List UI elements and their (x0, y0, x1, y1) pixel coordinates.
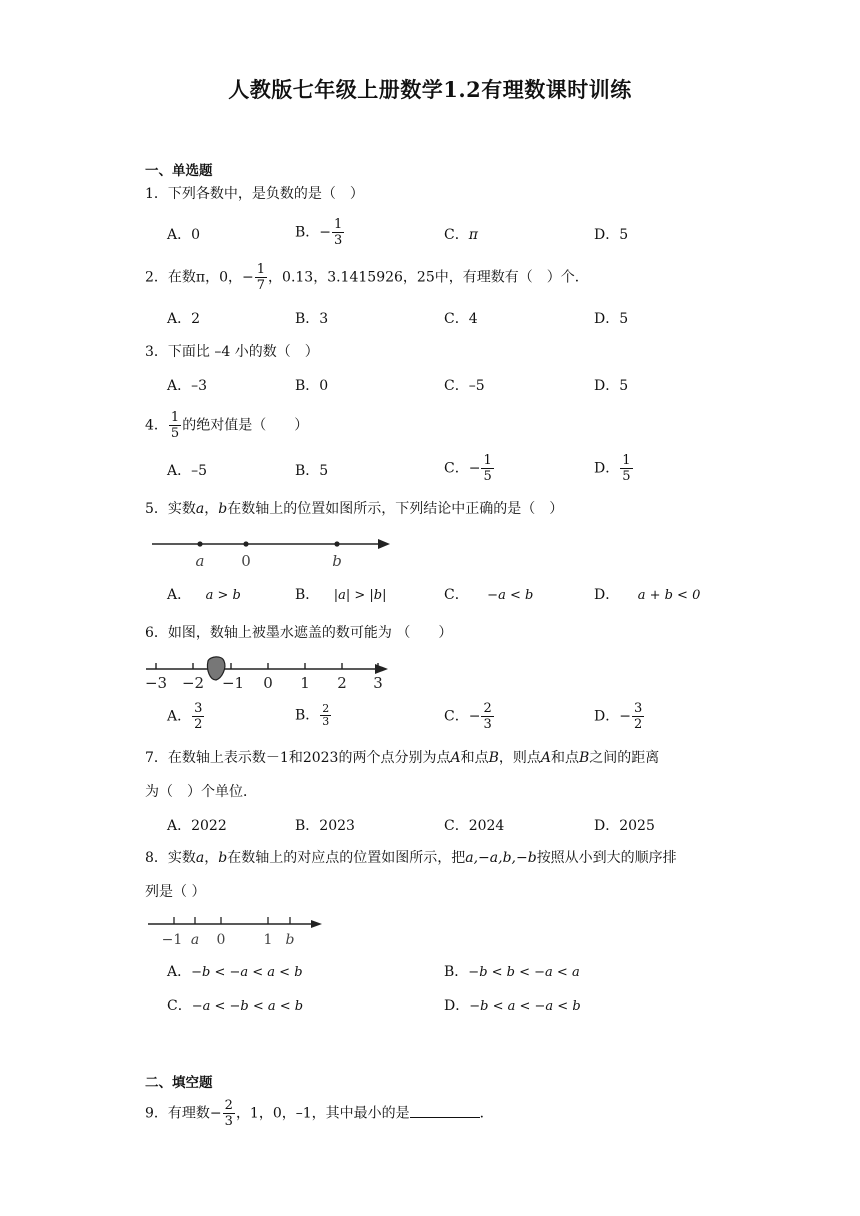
q5-option-a[interactable]: A． a > b (167, 587, 241, 603)
q7-option-c[interactable]: C．2024 (444, 818, 505, 834)
question-5-stem: 5．实数a，b在数轴上的位置如图所示，下列结论中正确的是（ ） (145, 501, 564, 517)
q3-option-d[interactable]: D．5 (594, 378, 629, 394)
q1-option-d[interactable]: D．5 (594, 227, 629, 243)
q6-tick-label: −3 (144, 674, 168, 692)
q4-option-b[interactable]: B．5 (295, 463, 329, 479)
q6-tick-label: 3 (373, 674, 383, 692)
question-8-stem-line1: 8．实数a，b在数轴上的对应点的位置如图所示，把a,−a,b,−b按照从小到大的顺序排 (145, 850, 677, 866)
question-4-stem: 4． $\frac{1}{5}$ 的绝对值是（ ） (145, 410, 309, 441)
q7-option-b[interactable]: B．2023 (295, 818, 355, 834)
q8-tick-label: 1 (263, 932, 273, 948)
section-heading-single-choice: 一、单选题 (145, 163, 213, 179)
q8-tick-label: −1 (161, 932, 183, 948)
q5-option-c[interactable]: C． −a < b (444, 587, 534, 603)
q4-option-c[interactable]: C．− $\frac{1}{5}$ (444, 453, 492, 484)
q8-option-a[interactable]: A．−b < −a < a < b (167, 964, 303, 980)
q5-option-b[interactable]: B． |a| > |b| (295, 587, 387, 603)
q2-option-d[interactable]: D．5 (594, 311, 629, 327)
question-9-stem: 9．有理数− $\frac{2}{3}$ ，1，0，–1，其中最小的是 ． (145, 1098, 494, 1129)
q6-tick-label: 2 (337, 674, 347, 692)
q8-tick-label: b (285, 932, 295, 948)
q2-option-a[interactable]: A．2 (167, 311, 201, 327)
q6-tick-label: 0 (263, 674, 273, 692)
q4-option-d[interactable]: D． $\frac{1}{5}$ (594, 453, 631, 484)
q9-answer-blank[interactable] (410, 1103, 480, 1118)
q3-option-a[interactable]: A．–3 (167, 378, 208, 394)
q6-option-a[interactable]: A． $\frac{3}{2}$ (167, 701, 203, 732)
q6-option-d[interactable]: D．− $\frac{3}{2}$ (594, 701, 643, 732)
q5-point-a (197, 541, 202, 546)
q5-label-0: 0 (241, 552, 251, 570)
q5-option-d[interactable]: D． a + b < 0 (594, 587, 701, 603)
q7-option-d[interactable]: D．2025 (594, 818, 655, 834)
question-3-stem: 3．下面比 –4 小的数（ ） (145, 344, 319, 360)
question-1-stem: 1．下列各数中，是负数的是（ ） (145, 186, 364, 202)
q1-option-b[interactable]: B．− $\frac{1}{3}$ (295, 217, 343, 248)
q6-number-line (144, 656, 394, 692)
q2-option-c[interactable]: C．4 (444, 311, 478, 327)
q1-option-c[interactable]: C．π (444, 227, 478, 243)
q7-option-a[interactable]: A．2022 (167, 818, 227, 834)
q8-option-b[interactable]: B．−b < b < −a < a (444, 964, 580, 980)
q6-tick-label: −2 (181, 674, 205, 692)
q3-option-b[interactable]: B．0 (295, 378, 329, 394)
q8-option-d[interactable]: D．−b < a < −a < b (444, 998, 581, 1014)
q8-tick-label: 0 (216, 932, 226, 948)
q5-number-line (148, 532, 398, 574)
q5-label-a: a (195, 552, 205, 570)
question-8-stem-line2: 列是（ ） (145, 884, 206, 900)
q6-option-c[interactable]: C．− $\frac{2}{3}$ (444, 701, 492, 732)
q4-option-a[interactable]: A．–5 (167, 463, 208, 479)
q5-label-b: b (332, 552, 342, 570)
question-6-stem: 6．如图，数轴上被墨水遮盖的数可能为 （ ） (145, 625, 453, 641)
question-7-stem-line2: 为（ ）个单位． (145, 784, 257, 800)
q8-number-line (144, 912, 329, 948)
q8-option-c[interactable]: C．−a < −b < a < b (167, 998, 304, 1014)
q2-option-b[interactable]: B．3 (295, 311, 329, 327)
q1-option-a[interactable]: A．0 (167, 227, 201, 243)
page-title: 人教版七年级上册数学1.2有理数课时训练 (228, 77, 632, 102)
question-7-stem-line1: 7．在数轴上表示数－1和2023的两个点分别为点A和点B，则点A和点B之间的距离 (145, 750, 660, 766)
q8-tick-label: a (190, 932, 200, 948)
q5-point-b (334, 541, 339, 546)
question-2-stem: 2．在数π，0，− $\frac{1}{7}$ ，0.13，3.1415926，25中，有理数有（ ）个． (145, 262, 589, 293)
q6-option-b[interactable]: B． $\frac{2}{3}$ (295, 702, 330, 728)
q3-option-c[interactable]: C．–5 (444, 378, 485, 394)
q6-tick-label: 1 (300, 674, 310, 692)
q5-point-0 (243, 541, 248, 546)
q6-tick-label: −1 (221, 674, 245, 692)
section-heading-fill-in: 二、填空题 (145, 1075, 213, 1091)
